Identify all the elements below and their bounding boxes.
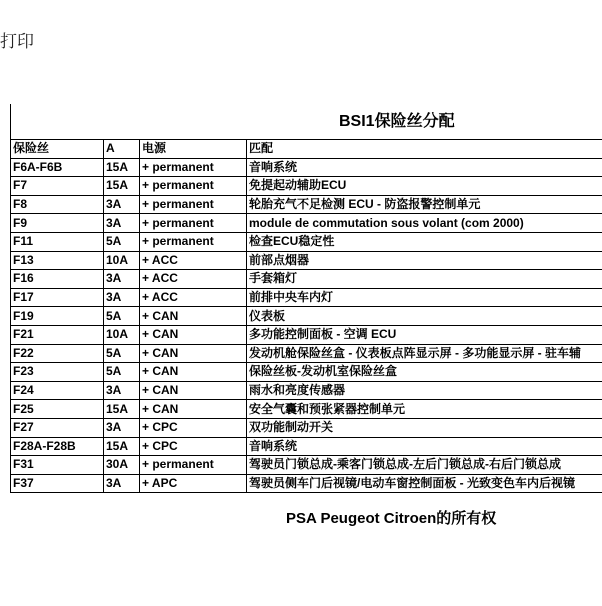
table-row bbox=[11, 251, 602, 270]
power-source-cell: + CAN bbox=[140, 344, 247, 363]
table-row bbox=[11, 270, 602, 289]
amperage-cell: 15A bbox=[104, 177, 140, 196]
assignment-cell: 双功能制动开关 bbox=[247, 418, 602, 437]
table-row bbox=[11, 288, 602, 307]
header-amperage: A bbox=[104, 140, 140, 159]
amperage-cell: 3A bbox=[104, 381, 140, 400]
assignment-cell: 保险丝板-发动机室保险丝盒 bbox=[247, 363, 602, 382]
table-row bbox=[11, 437, 602, 456]
amperage-cell: 3A bbox=[104, 195, 140, 214]
power-source-cell: + ACC bbox=[140, 270, 247, 289]
table-row bbox=[11, 474, 602, 493]
assignment-cell: module de commutation sous volant (com 2000) bbox=[247, 214, 602, 233]
power-source-cell: + permanent bbox=[140, 232, 247, 251]
power-source-cell: + CAN bbox=[140, 363, 247, 382]
table-body bbox=[11, 158, 602, 493]
power-source-cell: + permanent bbox=[140, 158, 247, 177]
power-source-cell: + CAN bbox=[140, 307, 247, 326]
table-row bbox=[11, 418, 602, 437]
print-label: 打印 bbox=[0, 32, 34, 51]
assignment-cell: 前排中央车内灯 bbox=[247, 288, 602, 307]
assignment-cell: 仪表板 bbox=[247, 307, 602, 326]
table-header-row bbox=[11, 140, 602, 159]
table-row bbox=[11, 158, 602, 177]
fuse-cell: F23 bbox=[11, 363, 104, 382]
fuse-cell: F7 bbox=[11, 177, 104, 196]
amperage-cell: 15A bbox=[104, 400, 140, 419]
fuse-cell: F17 bbox=[11, 288, 104, 307]
fuse-cell: F28A-F28B bbox=[11, 437, 104, 456]
header-assignment: 匹配 bbox=[247, 140, 602, 159]
assignment-cell: 免提起动辅助ECU bbox=[247, 177, 602, 196]
power-source-cell: + ACC bbox=[140, 288, 247, 307]
power-source-cell: + CAN bbox=[140, 381, 247, 400]
fuse-cell: F31 bbox=[11, 456, 104, 475]
fuse-cell: F24 bbox=[11, 381, 104, 400]
power-source-cell: + permanent bbox=[140, 456, 247, 475]
assignment-cell: 发动机舱保险丝盒 - 仪表板点阵显示屏 - 多功能显示屏 - 驻车辅 bbox=[247, 344, 602, 363]
amperage-cell: 15A bbox=[104, 437, 140, 456]
assignment-cell: 前部点烟器 bbox=[247, 251, 602, 270]
table-row bbox=[11, 325, 602, 344]
power-source-cell: + CAN bbox=[140, 325, 247, 344]
fuse-cell: F9 bbox=[11, 214, 104, 233]
table-row bbox=[11, 177, 602, 196]
table-row bbox=[11, 363, 602, 382]
assignment-cell: 音响系统 bbox=[247, 158, 602, 177]
amperage-cell: 5A bbox=[104, 307, 140, 326]
table-row bbox=[11, 381, 602, 400]
assignment-cell: 雨水和亮度传感器 bbox=[247, 381, 602, 400]
power-source-cell: + permanent bbox=[140, 214, 247, 233]
power-source-cell: + APC bbox=[140, 474, 247, 493]
power-source-cell: + permanent bbox=[140, 195, 247, 214]
table-row bbox=[11, 307, 602, 326]
table-row bbox=[11, 400, 602, 419]
assignment-cell: 音响系统 bbox=[247, 437, 602, 456]
amperage-cell: 3A bbox=[104, 270, 140, 289]
header-power-source: 电源 bbox=[140, 140, 247, 159]
fuse-table bbox=[10, 139, 602, 493]
power-source-cell: + CPC bbox=[140, 437, 247, 456]
assignment-cell: 安全气囊和预张紧器控制单元 bbox=[247, 400, 602, 419]
assignment-cell: 多功能控制面板 - 空调 ECU bbox=[247, 325, 602, 344]
table-left-frame-line bbox=[10, 104, 11, 140]
amperage-cell: 3A bbox=[104, 474, 140, 493]
table-row bbox=[11, 232, 602, 251]
fuse-cell: F16 bbox=[11, 270, 104, 289]
table-row bbox=[11, 456, 602, 475]
fuse-cell: F22 bbox=[11, 344, 104, 363]
amperage-cell: 5A bbox=[104, 232, 140, 251]
page-title: BSI1保险丝分配 bbox=[339, 113, 455, 130]
table-row bbox=[11, 195, 602, 214]
amperage-cell: 5A bbox=[104, 344, 140, 363]
amperage-cell: 10A bbox=[104, 325, 140, 344]
fuse-cell: F13 bbox=[11, 251, 104, 270]
table-row bbox=[11, 344, 602, 363]
amperage-cell: 5A bbox=[104, 363, 140, 382]
fuse-cell: F27 bbox=[11, 418, 104, 437]
fuse-cell: F6A-F6B bbox=[11, 158, 104, 177]
copyright-footer: PSA Peugeot Citroen的所有权 bbox=[286, 510, 497, 527]
fuse-cell: F25 bbox=[11, 400, 104, 419]
amperage-cell: 30A bbox=[104, 456, 140, 475]
assignment-cell: 检查ECU稳定性 bbox=[247, 232, 602, 251]
fuse-cell: F19 bbox=[11, 307, 104, 326]
power-source-cell: + CPC bbox=[140, 418, 247, 437]
amperage-cell: 10A bbox=[104, 251, 140, 270]
assignment-cell: 轮胎充气不足检测 ECU - 防盗报警控制单元 bbox=[247, 195, 602, 214]
power-source-cell: + permanent bbox=[140, 177, 247, 196]
amperage-cell: 3A bbox=[104, 418, 140, 437]
fuse-cell: F8 bbox=[11, 195, 104, 214]
amperage-cell: 3A bbox=[104, 214, 140, 233]
assignment-cell: 驾驶员侧车门后视镜/电动车窗控制面板 - 光致变色车内后视镜 bbox=[247, 474, 602, 493]
fuse-cell: F21 bbox=[11, 325, 104, 344]
fuse-cell: F11 bbox=[11, 232, 104, 251]
power-source-cell: + ACC bbox=[140, 251, 247, 270]
assignment-cell: 驾驶员门锁总成-乘客门锁总成-左后门锁总成-右后门锁总成 bbox=[247, 456, 602, 475]
header-fuse: 保险丝 bbox=[11, 140, 104, 159]
assignment-cell: 手套箱灯 bbox=[247, 270, 602, 289]
amperage-cell: 3A bbox=[104, 288, 140, 307]
power-source-cell: + CAN bbox=[140, 400, 247, 419]
amperage-cell: 15A bbox=[104, 158, 140, 177]
table-row bbox=[11, 214, 602, 233]
fuse-cell: F37 bbox=[11, 474, 104, 493]
